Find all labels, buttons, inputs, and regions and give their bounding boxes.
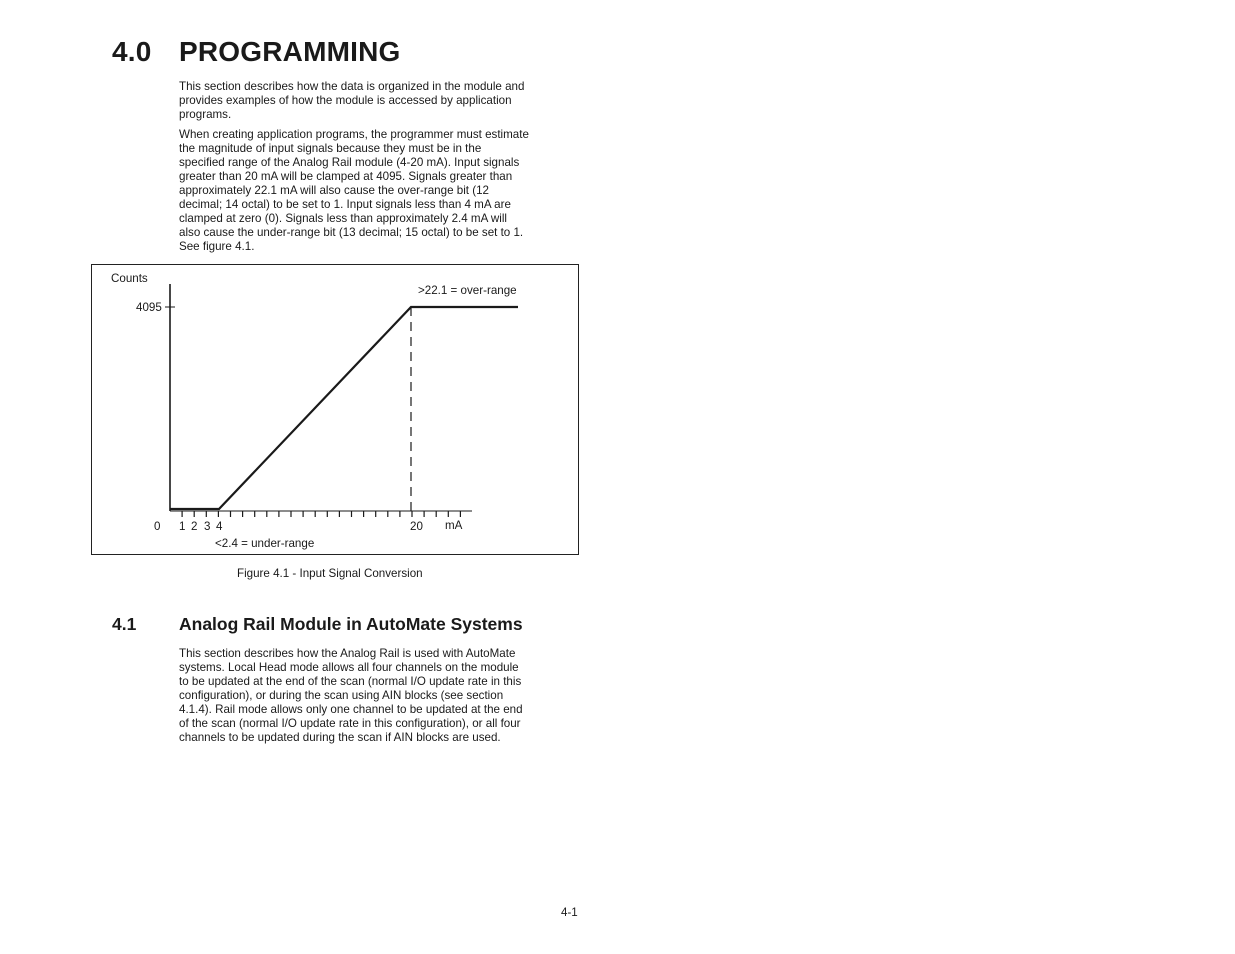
- text-line: approximately 22.1 mA will also cause the over-range bit (12: [179, 184, 489, 197]
- page-title: PROGRAMMING: [179, 36, 401, 67]
- text-line: provides examples of how the module is accessed by application: [179, 94, 512, 107]
- text-line: See figure 4.1.: [179, 240, 255, 253]
- text-line: channels to be updated during the scan if AIN blocks are used.: [179, 731, 501, 744]
- x-tick-label: 1: [179, 520, 186, 533]
- subsection-number: 4.1: [112, 614, 137, 634]
- automate-paragraph: [179, 647, 569, 745]
- text-line: This section describes how the Analog Rail is used with AutoMate: [179, 647, 516, 660]
- text-line: systems. Local Head mode allows all four channels on the module: [179, 661, 519, 674]
- text-line: clamped at zero (0). Signals less than approximately 2.4 mA will: [179, 212, 507, 225]
- section-number: 4.0: [112, 36, 152, 67]
- text-line: of the scan (normal I/O update rate in this configuration), or all four: [179, 717, 521, 730]
- text-line: programs.: [179, 108, 232, 121]
- x-tick-marks: [182, 511, 460, 517]
- x-tick-label: 4: [216, 520, 223, 533]
- x-tick-label: 3: [204, 520, 211, 533]
- y-tick-label: 4095: [136, 301, 162, 314]
- text-line: configuration), or during the scan using AIN blocks (see section: [179, 689, 504, 702]
- text-line: specified range of the Analog Rail module (4-20 mA). Input signals: [179, 156, 520, 169]
- text-line: greater than 20 mA will be clamped at 4095. Signals greater than: [179, 170, 513, 183]
- text-line: 4.1.4). Rail mode allows only one channel to be updated at the end: [179, 703, 523, 716]
- text-line: This section describes how the data is organized in the module and: [179, 80, 525, 93]
- text-line: When creating application programs, the programmer must estimate: [179, 128, 529, 141]
- text-line: also cause the under-range bit (13 decimal; 15 octal) to be set to 1.: [179, 226, 524, 239]
- x-tick-label: 20: [410, 520, 423, 533]
- y-axis-label: Counts: [111, 272, 148, 285]
- signal-curve: [170, 307, 518, 509]
- text-line: decimal; 14 octal) to be set to 1. Input signals less than 4 mA are: [179, 198, 511, 211]
- under-range-label: <2.4 = under-range: [215, 537, 315, 550]
- x-tick-label: 2: [191, 520, 198, 533]
- figure-caption: Figure 4.1 - Input Signal Conversion: [237, 567, 423, 580]
- text-line: to be updated at the end of the scan (normal I/O update rate in this: [179, 675, 522, 688]
- page-number: 4-1: [561, 906, 578, 919]
- x-tick-label: 0: [154, 520, 161, 533]
- x-unit-label: mA: [445, 519, 463, 532]
- over-range-label: >22.1 = over-range: [418, 284, 517, 297]
- text-line: the magnitude of input signals because they must be in the: [179, 142, 482, 155]
- subsection-title: Analog Rail Module in AutoMate Systems: [179, 614, 523, 634]
